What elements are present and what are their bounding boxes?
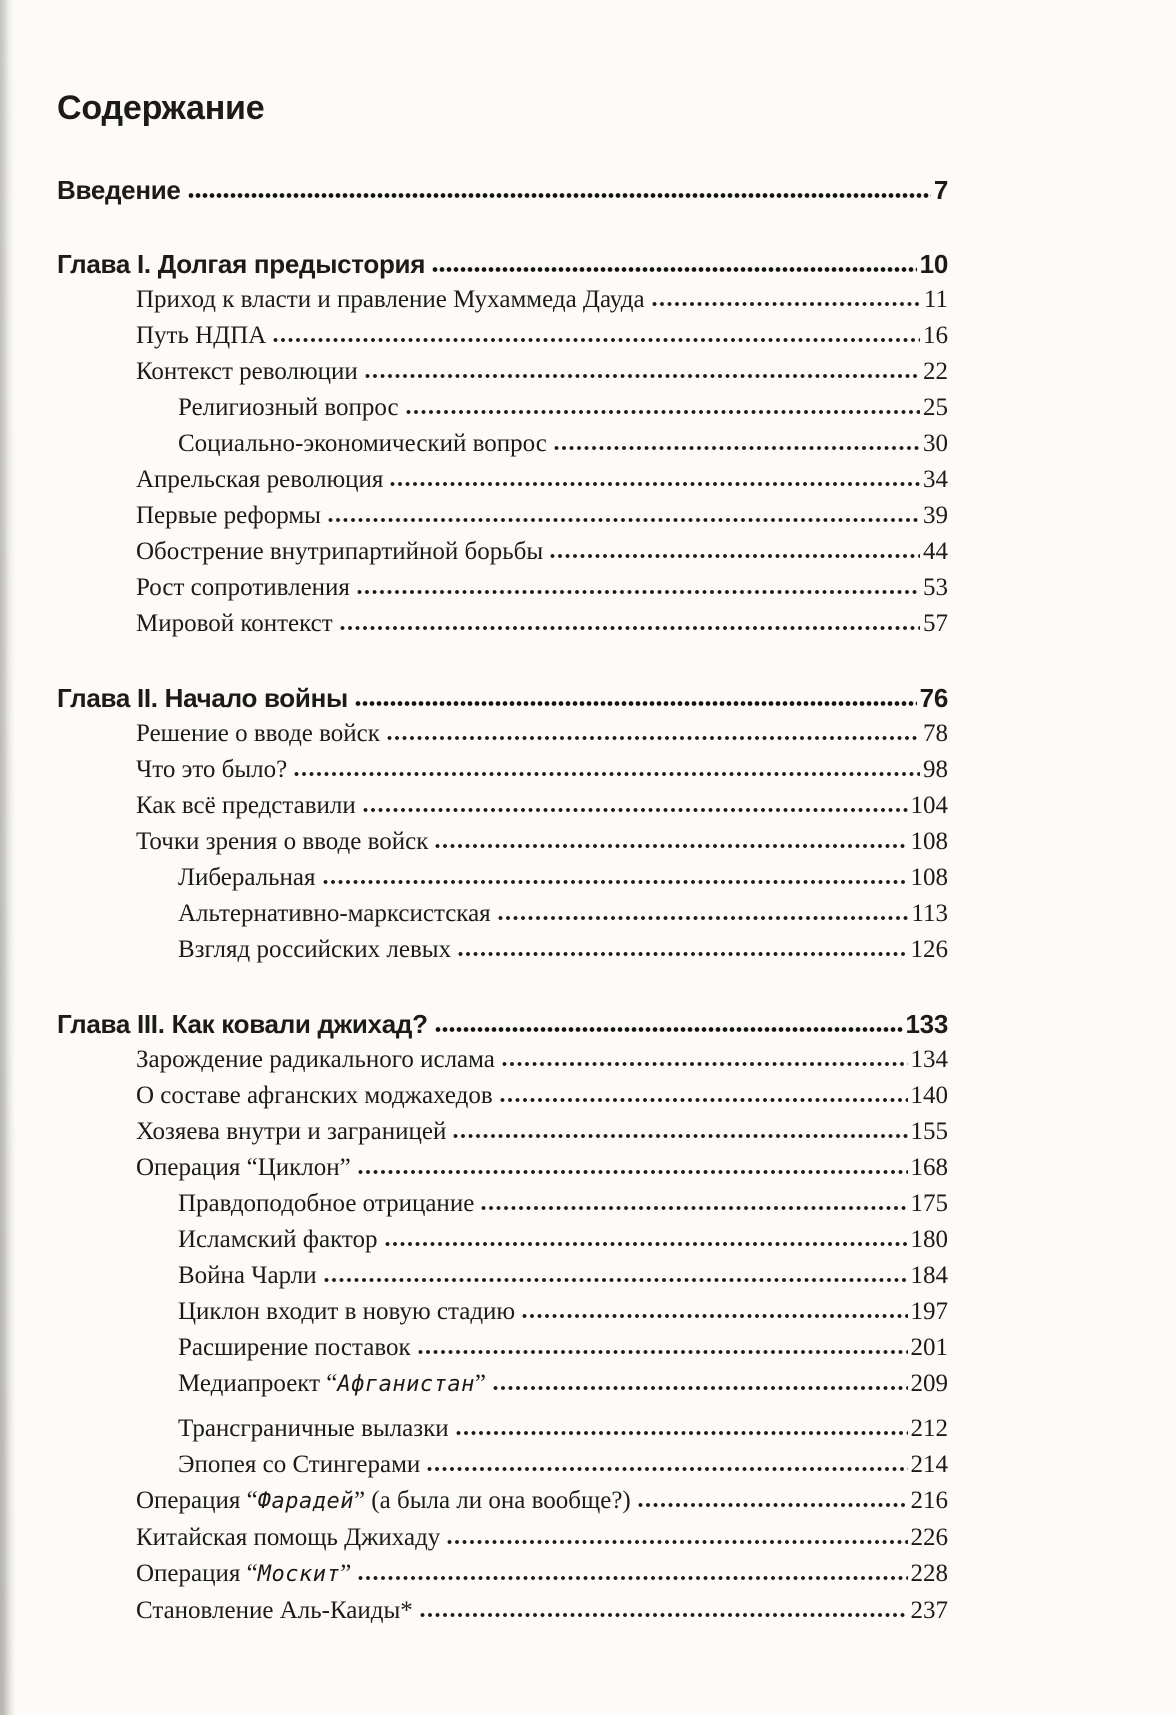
toc-entry — [57, 1366, 948, 1403]
toc-entry-page: 113 — [911, 900, 948, 927]
toc-entry-label: Обострение внутрипартийной борьбы — [136, 538, 544, 565]
toc-entry-page: 34 — [923, 466, 948, 493]
dot-leader — [355, 700, 917, 707]
dot-leader — [324, 1277, 908, 1283]
toc-entry-label: Циклон входит в новую стадию — [178, 1298, 516, 1325]
toc-entry — [57, 1483, 948, 1520]
toc-entry — [57, 1078, 948, 1114]
toc-entry-label: Операция “Фарадей” (а была ли она вообще?) — [136, 1487, 631, 1514]
dot-leader — [188, 192, 931, 199]
page-title: Содержание — [57, 89, 265, 127]
toc-entry-label: Исламский фактор — [178, 1226, 378, 1253]
dot-leader — [294, 771, 920, 777]
toc-entry — [57, 390, 948, 426]
toc-entry-page: 39 — [923, 502, 948, 529]
toc-entry-label: Либеральная — [178, 864, 316, 891]
toc-entry — [57, 788, 948, 824]
toc-entry — [57, 716, 948, 752]
dot-leader — [273, 337, 920, 343]
toc-entry-page: 226 — [910, 1524, 948, 1551]
toc-entry — [57, 824, 948, 860]
toc-entry-page: 228 — [910, 1560, 948, 1587]
toc-entry-page: 30 — [923, 430, 948, 457]
dot-leader — [387, 735, 920, 741]
toc-entry-label: Как всё представили — [136, 792, 356, 819]
toc-entry — [57, 1150, 948, 1186]
dot-leader — [427, 1466, 907, 1472]
dot-leader — [502, 1061, 908, 1067]
toc-entry-page: 155 — [910, 1118, 948, 1145]
toc-entry — [57, 860, 948, 896]
dot-leader — [328, 517, 920, 523]
toc-entry-page: 197 — [910, 1298, 948, 1325]
toc-entry-label: Эпопея со Стингерами — [178, 1451, 421, 1478]
toc-entry — [57, 1258, 948, 1294]
toc-entry-page: 209 — [910, 1370, 948, 1397]
dot-leader — [458, 951, 907, 957]
toc-entry-page: 237 — [910, 1597, 948, 1624]
toc-entry-label: Китайская помощь Джихаду — [136, 1524, 441, 1551]
dot-leader — [638, 1502, 908, 1508]
toc-entry-page: 104 — [910, 792, 948, 819]
toc-list — [57, 172, 948, 1629]
toc-entry — [57, 1593, 948, 1629]
dot-leader — [358, 1575, 907, 1581]
toc-entry — [57, 896, 948, 932]
dot-leader — [498, 915, 909, 921]
dot-leader — [522, 1313, 907, 1319]
toc-entry-label: Глава II. Начало войны — [57, 683, 348, 713]
toc-entry-label: Первые реформы — [136, 502, 321, 529]
toc-entry-page: 140 — [910, 1082, 948, 1109]
toc-entry-page: 126 — [910, 936, 948, 963]
toc-entry-page: 78 — [923, 720, 948, 747]
toc-entry-label: Зарождение радикального ислама — [136, 1046, 495, 1073]
toc-entry — [57, 570, 948, 606]
toc-entry — [57, 606, 948, 642]
toc-entry-page: 98 — [923, 756, 948, 783]
dot-leader — [435, 843, 907, 849]
dot-leader — [365, 373, 920, 379]
toc-entry-label: Становление Аль-Каиды* — [136, 1597, 413, 1624]
toc-entry-label: Альтернативно-марксистская — [178, 900, 491, 927]
dot-leader — [447, 1539, 907, 1545]
toc-entry-page: 214 — [910, 1451, 948, 1478]
toc-entry-label: Глава III. Как ковали джихад? — [57, 1009, 428, 1039]
toc-entry — [57, 498, 948, 534]
toc-entry-page: 175 — [910, 1190, 948, 1217]
dot-leader — [357, 589, 920, 595]
dot-leader — [385, 1241, 908, 1247]
toc-entry-label: Решение о вводе войск — [136, 720, 380, 747]
toc-entry — [57, 752, 948, 788]
dot-leader — [363, 807, 908, 813]
dot-leader — [418, 1349, 908, 1355]
dot-leader — [652, 301, 921, 307]
toc-entry-page: 7 — [933, 175, 948, 205]
dot-leader — [493, 1385, 908, 1391]
toc-entry — [57, 1006, 948, 1042]
toc-entry-page: 168 — [910, 1154, 948, 1181]
dot-leader — [453, 1133, 907, 1139]
toc-entry-page: 133 — [905, 1009, 948, 1039]
dot-leader — [481, 1205, 907, 1211]
toc-entry-label: Правдоподобное отрицание — [178, 1190, 475, 1217]
toc-entry-page: 22 — [923, 358, 948, 385]
dot-leader — [500, 1097, 908, 1103]
toc-entry — [57, 246, 948, 282]
toc-entry-label: Путь НДПА — [136, 322, 267, 349]
toc-entry-label: Расширение поставок — [178, 1334, 411, 1361]
dot-leader — [390, 481, 920, 487]
toc-entry — [57, 1114, 948, 1150]
toc-entry-label: Трансграничные вылазки — [178, 1415, 449, 1442]
page-edge-shadow — [0, 0, 16, 1715]
toc-entry-label: Рост сопротивления — [136, 574, 350, 601]
toc-entry-label: Точки зрения о вводе войск — [136, 828, 429, 855]
toc-entry-page: 184 — [910, 1262, 948, 1289]
toc-entry-page: 216 — [910, 1487, 948, 1514]
dot-leader — [550, 553, 920, 559]
toc-entry — [57, 282, 948, 318]
toc-entry-label: Приход к власти и правление Мухаммеда Дауда — [136, 286, 645, 313]
toc-entry-page: 212 — [910, 1415, 948, 1442]
dot-leader — [432, 266, 917, 273]
toc-entry — [57, 680, 948, 716]
toc-entry-page: 76 — [919, 683, 948, 713]
dot-leader — [406, 409, 920, 415]
toc-entry-page: 25 — [923, 394, 948, 421]
toc-entry-label: Социально-экономический вопрос — [178, 430, 547, 457]
toc-entry — [57, 1330, 948, 1366]
dot-leader — [554, 445, 920, 451]
toc-entry-label: Операция “Циклон” — [136, 1154, 351, 1181]
toc-entry — [57, 318, 948, 354]
toc-entry-label: Взгляд российских левых — [178, 936, 452, 963]
toc-entry-page: 10 — [919, 249, 948, 279]
dot-leader — [420, 1612, 908, 1618]
toc-entry — [57, 1447, 948, 1483]
toc-entry-label: Операция “Москит” — [136, 1560, 352, 1587]
toc-entry-page: 11 — [923, 286, 948, 313]
toc-entry-label: Война Чарли — [178, 1262, 317, 1289]
toc-entry — [57, 1222, 948, 1258]
dot-leader — [456, 1430, 908, 1436]
toc-entry — [57, 354, 948, 390]
toc-entry — [57, 932, 948, 968]
toc-entry-label: Религиозный вопрос — [178, 394, 399, 421]
toc-entry-page: 57 — [923, 610, 948, 637]
toc-entry — [57, 1042, 948, 1078]
toc-entry-page: 201 — [910, 1334, 948, 1361]
toc-entry-label: Хозяева внутри и заграницей — [136, 1118, 447, 1145]
dot-leader — [435, 1026, 903, 1033]
dot-leader — [340, 625, 920, 631]
toc-entry-label: Введение — [57, 175, 181, 205]
toc-entry — [57, 1520, 948, 1556]
toc-entry — [57, 1411, 948, 1447]
toc-entry-page: 180 — [910, 1226, 948, 1253]
toc-entry — [57, 172, 948, 208]
toc-entry-label: Мировой контекст — [136, 610, 333, 637]
toc-entry-label: Контекст революции — [136, 358, 358, 385]
toc-entry-label: Апрельская революция — [136, 466, 384, 493]
table-of-contents — [57, 88, 948, 1629]
toc-entry-label: Глава I. Долгая предыстория — [57, 249, 426, 279]
toc-entry — [57, 462, 948, 498]
toc-entry-page: 108 — [910, 864, 948, 891]
toc-entry-page: 16 — [923, 322, 948, 349]
toc-entry-label: Медиапроект “Афганистан” — [178, 1370, 486, 1397]
toc-entry-page: 108 — [910, 828, 948, 855]
dot-leader — [358, 1169, 908, 1175]
toc-entry-page: 53 — [923, 574, 948, 601]
toc-entry-label: Что это было? — [136, 756, 288, 783]
toc-entry — [57, 1294, 948, 1330]
toc-entry — [57, 534, 948, 570]
toc-entry — [57, 1186, 948, 1222]
toc-entry-page: 44 — [923, 538, 948, 565]
toc-entry — [57, 1556, 948, 1593]
dot-leader — [323, 879, 908, 885]
toc-entry — [57, 426, 948, 462]
toc-entry-page: 134 — [910, 1046, 948, 1073]
toc-entry-label: О составе афганских моджахедов — [136, 1082, 493, 1109]
